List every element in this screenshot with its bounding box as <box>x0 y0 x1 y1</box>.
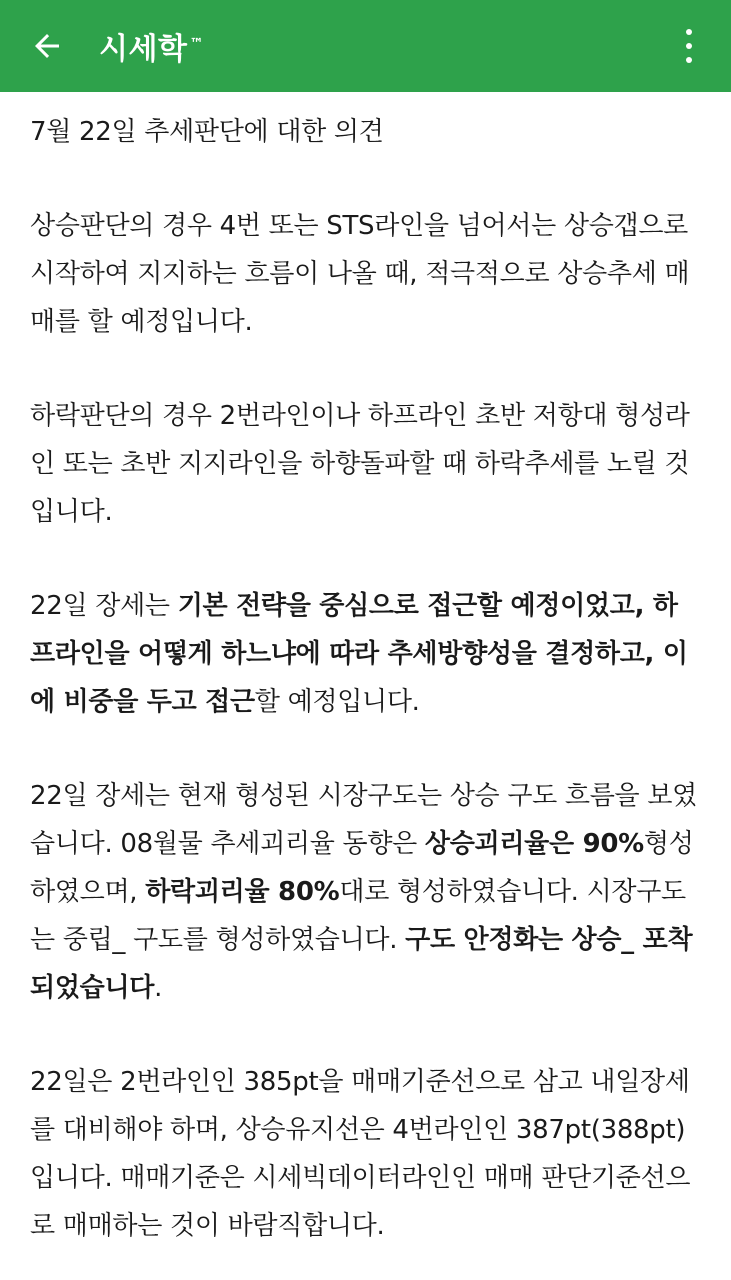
paragraph-fall-judgment: 하락판단의 경우 2번라인이나 하프라인 초반 저항대 형성라인 또는 초반 지지라인을 하향돌파할 때 하락추세를 노릴 것입니다. <box>30 401 690 527</box>
paragraph-rise-judgment: 상승판단의 경우 4번 또는 STS라인을 넘어서는 상승갭으로 시작하여 지지하는 흐름이 나올 때, 적극적으로 상승추세 매매를 할 예정입니다. <box>30 211 690 337</box>
paragraph-strategy <box>30 582 701 726</box>
post-content <box>0 108 731 1250</box>
structure-text-4: . <box>154 973 163 1003</box>
structure-text-2: 형성하였으며, <box>30 829 694 907</box>
structure-text-1: 22일 장세는 현재 형성된 시장구도는 상승 구도 흐름을 보였습니다. 08월물 추세괴리율 동향은 <box>30 781 697 859</box>
arrow-left-icon <box>29 28 65 64</box>
strategy-bold-1: 기본 전략을 중심으로 접근할 예정이었고, 하프라인을 어떻게 하느냐에 따라 추세방향성을 결정하고, 이에 비중을 두고 접근 <box>30 591 688 717</box>
structure-bold-fall-rate: 하락괴리율 80% <box>145 877 340 907</box>
structure-bold-rise-rate: 상승괴리율은 90% <box>424 829 644 859</box>
structure-text-3: 대로 형성하였습니다. 시장구도는 중립_ 구도를 형성하였습니다. <box>30 877 686 955</box>
strategy-text-1: 22일 장세는 <box>30 591 178 621</box>
app-title-text: 시세학 <box>99 32 188 67</box>
back-button[interactable] <box>25 24 69 68</box>
more-vertical-icon <box>686 29 692 63</box>
post-heading: 7월 22일 추세판단에 대한 의견 <box>30 117 384 147</box>
more-options-button[interactable] <box>677 26 701 66</box>
paragraph-market-structure <box>30 772 701 1012</box>
structure-bold-stability: 구도 안정화는 상승_ 포착되었습니다 <box>30 925 693 1003</box>
strategy-text-2: 할 예정입니다. <box>254 687 420 717</box>
trademark-mark: ™ <box>189 36 204 52</box>
app-title <box>99 24 204 68</box>
paragraph-trading-baseline: 22일은 2번라인인 385pt을 매매기준선으로 삼고 내일장세를 대비해야 하며, 상승유지선은 4번라인인 387pt(388pt)입니다. 매매기준은 시세빅데이터라인인 매매 판단기준선으로 매매하는 것이 바람직합니다. <box>30 1067 691 1241</box>
app-bar <box>0 0 731 92</box>
